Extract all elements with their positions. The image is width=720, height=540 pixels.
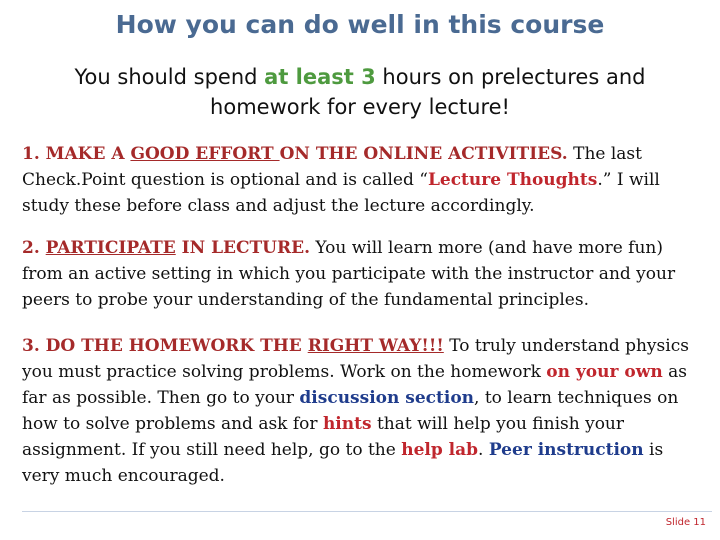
tip-3-heading-pre: DO THE HOMEWORK THE <box>45 336 308 356</box>
slide-title: How you can do well in this course <box>115 10 605 39</box>
tip-2-heading-post: IN LECTURE. <box>175 238 310 258</box>
tip-3-text-d: that will help you finish your assignment. If you still need help, go to the <box>22 414 625 460</box>
tip-1 <box>22 141 702 219</box>
tip-3-text-a: To truly understand physics you must practice solving problems. Work on the homework <box>22 336 689 382</box>
lecture-thoughts: Lecture Thoughts <box>427 170 598 190</box>
tip-3-text-b: as far as possible. Then go to your <box>22 362 687 408</box>
tip-3-number: 3. <box>22 336 46 356</box>
subtitle <box>40 62 680 122</box>
tip-3 <box>22 333 702 489</box>
tip-2 <box>22 235 702 313</box>
discussion-section: discussion section <box>299 388 475 408</box>
tip-2-number: 2. <box>22 238 46 258</box>
subtitle-highlight: at least 3 <box>264 65 376 89</box>
tip-2-heading-underlined: PARTICIPATE <box>45 238 176 258</box>
help-lab: help lab <box>401 440 479 460</box>
tip-2-text: You will learn more (and have more fun) from an active setting in which you participate with the instructor and your peers to probe your understanding of the fundamental principles. <box>22 238 676 310</box>
subtitle-suffix: hours on prelectures and homework for every lecture! <box>210 65 646 119</box>
tip-3-text-c: , to learn techniques on how to solve problems and ask for <box>22 388 679 434</box>
on-your-own: on your own <box>546 362 663 382</box>
tip-1-text-a: The last Check.Point question is optional and is called “ <box>22 144 642 190</box>
tip-3-heading-underlined: RIGHT WAY!!! <box>307 336 444 356</box>
hints: hints <box>322 414 372 434</box>
subtitle-prefix: You should spend <box>74 65 265 89</box>
tip-3-text-f: is very much encouraged. <box>22 440 664 486</box>
tip-3-text-e: . <box>478 440 489 460</box>
slide-number: Slide 11 <box>665 517 706 528</box>
tip-1-heading-pre: MAKE A <box>45 144 131 164</box>
footer-divider <box>22 511 712 512</box>
peer-instruction: Peer instruction <box>488 440 644 460</box>
tip-1-text-b: .” I will study these before class and adjust the lecture accordingly. <box>22 170 660 216</box>
tip-1-heading-post: ON THE ONLINE ACTIVITIES. <box>279 144 568 164</box>
tip-1-heading-underlined: GOOD EFFORT <box>130 144 280 164</box>
tip-1-number: 1. <box>22 144 46 164</box>
